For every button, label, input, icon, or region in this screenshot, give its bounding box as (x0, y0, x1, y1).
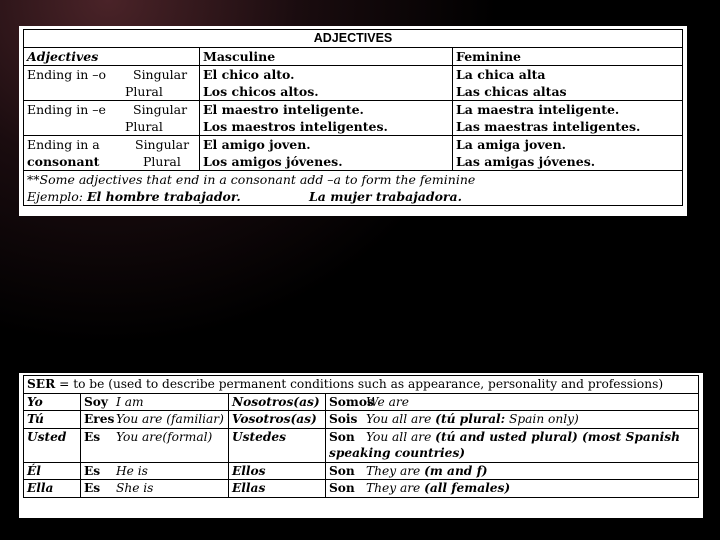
feminine-note: **Some adjectives that end in a consonant add –a to form the feminine (27, 172, 476, 187)
meaning-plural: We are (366, 394, 409, 409)
group-label-2: consonant (27, 154, 100, 169)
verb-singular: Eres (84, 412, 115, 426)
pronoun-singular: Él (24, 462, 81, 480)
meaning-singular: He is (116, 463, 148, 478)
header-feminine: Feminine (453, 48, 683, 66)
verb-plural: Somos (329, 394, 374, 409)
pronoun-plural: Nosotros(as) (229, 393, 326, 411)
adjective-note-row (24, 171, 683, 206)
masculine-plural: Los chicos altos. (203, 84, 319, 99)
meaning-singular: You are (familiar) (116, 412, 224, 426)
number-label: Plural (125, 84, 163, 99)
ser-row (24, 393, 699, 411)
example-label: Ejemplo: (27, 189, 83, 204)
meaning-plural: You all are (366, 412, 436, 426)
feminine-singular: La maestra inteligente. (456, 102, 620, 117)
meaning-singular: I am (116, 394, 144, 409)
number-label: Singular (135, 137, 190, 152)
number-label: Plural (143, 154, 181, 169)
pronoun-plural: Ustedes (229, 428, 326, 462)
example-masculine: El hombre trabajador. (86, 189, 241, 204)
feminine-plural: Las maestras inteligentes. (456, 119, 641, 134)
adjectives-title: ADJECTIVES (24, 30, 683, 48)
header-adjectives: Adjectives (24, 48, 200, 66)
number-label: Singular (133, 102, 188, 117)
feminine-singular: La amiga joven. (456, 137, 567, 152)
pronoun-singular: Usted (24, 428, 81, 462)
pronoun-singular: Yo (24, 393, 81, 411)
feminine-singular: La chica alta (456, 67, 546, 82)
header-masculine: Masculine (200, 48, 453, 66)
pronoun-singular: Tú (24, 411, 81, 429)
masculine-plural: Los amigos jóvenes. (203, 154, 343, 169)
ser-title: SER = to be (used to describe permanent conditions such as appearance, personality and professions) (24, 376, 699, 394)
verb-singular: Es (84, 481, 101, 495)
number-label: Singular (133, 67, 188, 82)
meaning-plural: You all are (366, 429, 436, 444)
ser-table (23, 375, 699, 498)
meaning-singular: You are(formal) (116, 429, 213, 444)
feminine-plural: Las chicas altas (456, 84, 567, 99)
ser-row: Él Es He is Ellos Son They are (m and f) (24, 462, 699, 480)
number-label: Plural (125, 119, 163, 134)
meaning-singular: She is (116, 481, 154, 495)
pronoun-singular: Ella (24, 480, 81, 498)
verb-singular: Soy (84, 394, 109, 409)
verb-singular: Es (84, 463, 101, 478)
pronoun-plural: Ellas (229, 480, 326, 498)
verb-singular: Es (84, 429, 101, 444)
meaning-plural: They are (366, 481, 425, 495)
pronoun-plural: Vosotros(as) (229, 411, 326, 429)
adjective-group-e (24, 101, 683, 136)
group-label: Ending in –e (27, 102, 106, 117)
adjective-group-o (24, 66, 683, 101)
ser-row: Usted Es You are(formal) Ustedes Son You all are (tú and usted plural) (most Spanish speaking countries) (24, 428, 699, 462)
verb-plural: Sois (329, 412, 358, 426)
verb-plural: Son (329, 463, 355, 478)
feminine-plural: Las amigas jóvenes. (456, 154, 596, 169)
verb-plural: Son (329, 429, 355, 444)
masculine-singular: El chico alto. (203, 67, 295, 82)
adjectives-table-panel (19, 26, 687, 216)
adjectives-table (23, 29, 683, 206)
group-label: Ending in –o (27, 67, 106, 82)
adjective-group-consonant (24, 136, 683, 171)
ser-table-panel (19, 373, 703, 518)
masculine-singular: El maestro inteligente. (203, 102, 364, 117)
ser-row: Ella Es She is Ellas Son They are (all females) (24, 480, 699, 498)
pronoun-plural: Ellos (229, 462, 326, 480)
meaning-plural: They are (366, 463, 425, 478)
ser-row: Tú Eres You are (familiar) Vosotros(as) Sois You all are (tú plural: Spain only) (24, 411, 699, 429)
group-label: Ending in a (27, 137, 100, 152)
masculine-singular: El amigo joven. (203, 137, 311, 152)
verb-plural: Son (329, 481, 355, 495)
example-feminine: La mujer trabajadora. (308, 189, 462, 204)
masculine-plural: Los maestros inteligentes. (203, 119, 388, 134)
